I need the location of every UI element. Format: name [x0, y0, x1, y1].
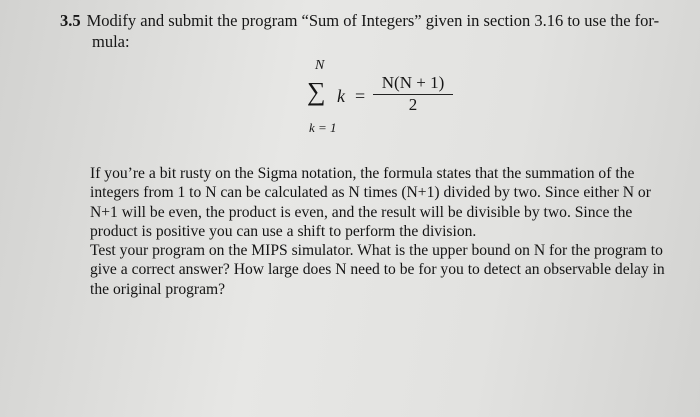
sum-upper-limit: N — [315, 58, 325, 73]
problem-text-line1: Modify and submit the program “Sum of Integers” given in section 3.16 to use the for- — [86, 11, 660, 30]
problem-number: 3.5 — [60, 11, 81, 30]
explanation-text — [90, 164, 670, 299]
paragraph-sigma-explanation: If you’re a bit rusty on the Sigma notation, the formula states that the summation of the integers from 1 to N can be calculated as N times (N+1) divided by two. Since either N or N+1 will be even, the product is even, and the result will be divisible by two. Since the product is positive you can use a shift to perform the division. — [90, 165, 651, 240]
summation-formula — [295, 58, 475, 143]
equals-sign: = — [355, 86, 366, 106]
problem-statement — [60, 10, 670, 52]
sum-lower-limit: k = 1 — [309, 120, 337, 135]
sum-variable: k — [337, 86, 345, 106]
sigma-symbol: ∑ — [307, 77, 326, 106]
fraction-denominator: 2 — [408, 95, 418, 114]
paragraph-test-instructions: Test your program on the MIPS simulator. What is the upper bound on N for the program to give a correct answer? How large does N need to be for you to detect an observable delay in the original program? — [90, 242, 665, 298]
problem-text-line2: mula: — [92, 32, 130, 51]
fraction-numerator: N(N + 1) — [373, 73, 453, 95]
fraction — [373, 73, 453, 115]
